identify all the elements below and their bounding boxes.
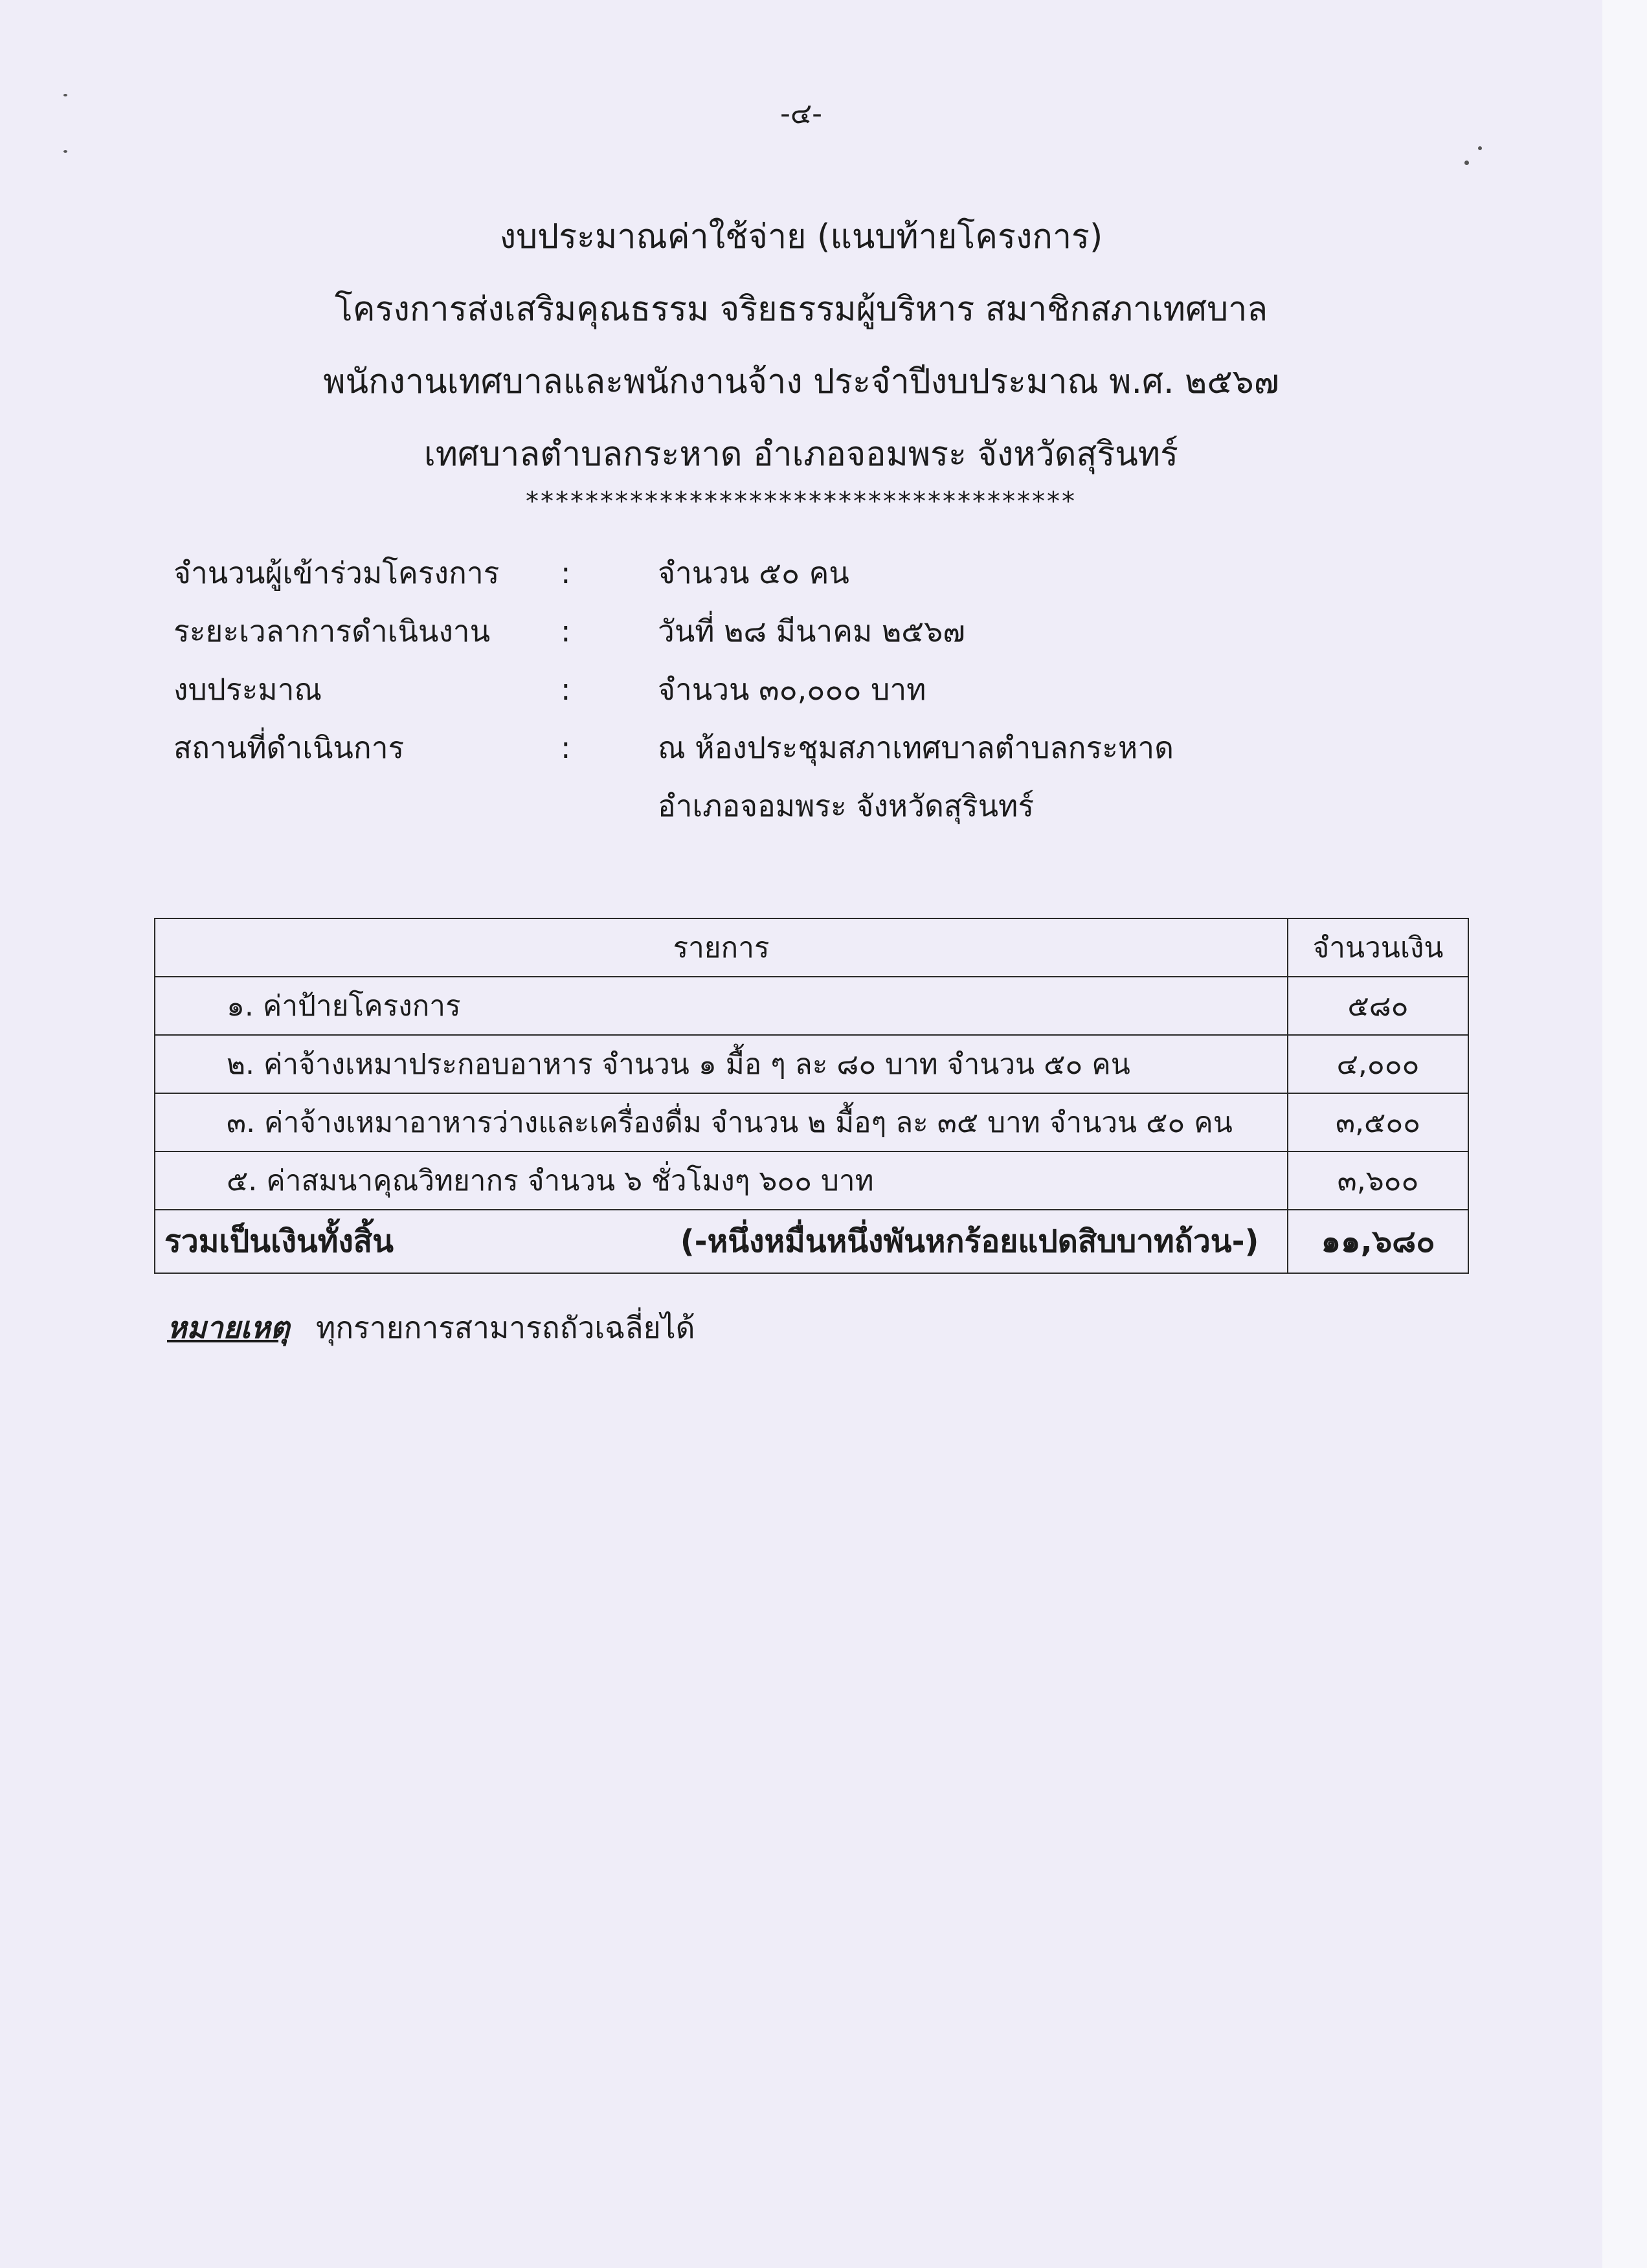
info-value: จำนวน ๓๐,๐๐๐ บาท bbox=[658, 672, 926, 707]
project-info bbox=[174, 544, 1436, 835]
info-row-period bbox=[174, 602, 1436, 660]
remark-text: ทุกรายการสามารถถัวเฉลี่ยได้ bbox=[315, 1310, 695, 1345]
info-label: งบประมาณ bbox=[174, 672, 322, 707]
info-label: จำนวนผู้เข้าร่วมโครงการ bbox=[174, 555, 500, 590]
amount-cell: ๔,๐๐๐ bbox=[1288, 1035, 1468, 1093]
info-colon: : bbox=[561, 672, 571, 707]
table-row bbox=[155, 1151, 1468, 1210]
info-label: สถานที่ดำเนินการ bbox=[174, 730, 405, 765]
page-number: -๔- bbox=[779, 97, 823, 130]
title-line: โครงการส่งเสริมคุณธรรม จริยธรรมผู้บริหาร สมาชิกสภาเทศบาล bbox=[334, 290, 1268, 329]
info-label: ระยะเวลาการดำเนินงาน bbox=[174, 614, 491, 649]
amount-cell: ๓,๖๐๐ bbox=[1288, 1151, 1468, 1210]
separator-line: ************************************* bbox=[526, 487, 1077, 517]
info-row-participants bbox=[174, 544, 1436, 602]
table-header-row bbox=[155, 918, 1468, 977]
total-amount: ๑๑,๖๘๐ bbox=[1288, 1210, 1468, 1273]
info-row-venue-cont bbox=[174, 777, 1436, 835]
info-value: วันที่ ๒๘ มีนาคม ๒๕๖๗ bbox=[658, 614, 965, 649]
header-item: รายการ bbox=[155, 918, 1288, 977]
total-label: รวมเป็นเงินทั้งสิ้น bbox=[164, 1223, 394, 1260]
scan-speck bbox=[63, 150, 67, 153]
item-cell: ๒. ค่าจ้างเหมาประกอบอาหาร จำนวน ๑ มื้อ ๆ ละ ๘๐ บาท จำนวน ๕๐ คน bbox=[155, 1035, 1288, 1093]
total-cell bbox=[155, 1210, 1288, 1273]
item-cell: ๕. ค่าสมนาคุณวิทยากร จำนวน ๖ ชั่วโมงๆ ๖๐๐ บาท bbox=[155, 1151, 1288, 1210]
title-line: เทศบาลตำบลกระหาด อำเภอจอมพระ จังหวัดสุรินทร์ bbox=[424, 435, 1178, 474]
remark-label: หมายเหตุ bbox=[167, 1310, 290, 1345]
item-cell: ๓. ค่าจ้างเหมาอาหารว่างและเครื่องดื่ม จำนวน ๒ มื้อๆ ละ ๓๕ บาท จำนวน ๕๐ คน bbox=[155, 1093, 1288, 1151]
scan-speck bbox=[1478, 146, 1482, 150]
remark bbox=[167, 1304, 695, 1351]
info-value: จำนวน ๕๐ คน bbox=[658, 555, 849, 590]
total-row bbox=[155, 1210, 1468, 1273]
title-line: พนักงานเทศบาลและพนักงานจ้าง ประจำปีงบประมาณ พ.ศ. ๒๕๖๗ bbox=[323, 362, 1279, 401]
info-value: อำเภอจอมพระ จังหวัดสุรินทร์ bbox=[658, 788, 1035, 823]
item-cell: ๑. ค่าป้ายโครงการ bbox=[155, 977, 1288, 1035]
info-row-budget bbox=[174, 660, 1436, 718]
table-row bbox=[155, 1093, 1468, 1151]
info-colon: : bbox=[561, 555, 571, 590]
amount-cell: ๕๘๐ bbox=[1288, 977, 1468, 1035]
table-row bbox=[155, 977, 1468, 1035]
scan-edge bbox=[1602, 0, 1647, 2268]
header-amount: จำนวนเงิน bbox=[1288, 918, 1468, 977]
table-row bbox=[155, 1035, 1468, 1093]
total-in-words: (-หนึ่งหมื่นหนึ่งพันหกร้อยแปดสิบบาทถ้วน-) bbox=[680, 1223, 1259, 1260]
info-row-venue bbox=[174, 718, 1436, 777]
info-colon: : bbox=[561, 730, 571, 765]
info-colon: : bbox=[561, 614, 571, 649]
document-title bbox=[0, 201, 1602, 491]
info-value: ณ ห้องประชุมสภาเทศบาลตำบลกระหาด bbox=[658, 730, 1174, 765]
amount-cell: ๓,๕๐๐ bbox=[1288, 1093, 1468, 1151]
scan-speck bbox=[1464, 161, 1469, 165]
title-line: งบประมาณค่าใช้จ่าย (แนบท้ายโครงการ) bbox=[499, 217, 1103, 256]
budget-table bbox=[154, 918, 1469, 1274]
